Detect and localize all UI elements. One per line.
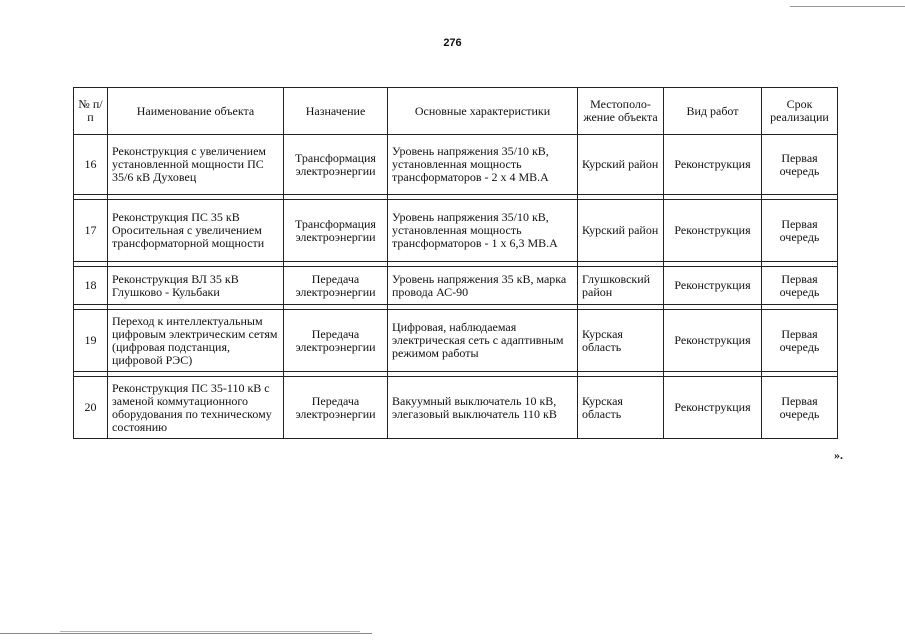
row-purpose: Передача электроэнергии (284, 377, 388, 439)
row-number: 20 (74, 377, 108, 439)
header-work-type: Вид работ (664, 88, 762, 135)
scan-artifact-line-bottom (0, 633, 372, 634)
closing-quote-mark: ». (834, 448, 843, 462)
row-specs: Уровень напряжения 35/10 кВ, установленная мощность трансформаторов - 1 х 6,3 МВ.А (388, 200, 578, 262)
row-name: Реконструкция ПС 35-110 кВ с заменой коммутационного оборудования по техническому состоянию (108, 377, 284, 439)
row-purpose: Передача электроэнергии (284, 267, 388, 305)
header-location: Местополо-жение объекта (578, 88, 664, 135)
header-number: № п/п (74, 88, 108, 135)
row-location: Курская область (578, 310, 664, 372)
row-purpose: Трансформация электроэнергии (284, 135, 388, 195)
row-work-type: Реконструкция (664, 310, 762, 372)
row-purpose: Трансформация электроэнергии (284, 200, 388, 262)
row-name: Реконструкция ВЛ 35 кВ Глушково - Кульбаки (108, 267, 284, 305)
row-purpose: Передача электроэнергии (284, 310, 388, 372)
row-specs: Цифровая, наблюдаемая электрическая сеть с адаптивным режимом работы (388, 310, 578, 372)
row-term: Первая очередь (762, 135, 838, 195)
row-number: 18 (74, 267, 108, 305)
row-location: Курская область (578, 377, 664, 439)
objects-table (73, 87, 838, 439)
header-specs: Основные характеристики (388, 88, 578, 135)
row-term: Первая очередь (762, 200, 838, 262)
header-term: Срок реализации (762, 88, 838, 135)
row-number: 17 (74, 200, 108, 262)
row-work-type: Реконструкция (664, 200, 762, 262)
row-work-type: Реконструкция (664, 377, 762, 439)
row-location: Курский район (578, 200, 664, 262)
table-row (74, 377, 838, 439)
row-specs: Вакуумный выключатель 10 кВ, элегазовый выключатель 110 кВ (388, 377, 578, 439)
row-number: 19 (74, 310, 108, 372)
table-row (74, 200, 838, 262)
header-purpose: Назначение (284, 88, 388, 135)
row-number: 16 (74, 135, 108, 195)
scan-artifact-line-bottom (60, 631, 360, 632)
scan-artifact-line-top (790, 6, 905, 7)
row-location: Глушковский район (578, 267, 664, 305)
header-name: Наименование объекта (108, 88, 284, 135)
row-term: Первая очередь (762, 377, 838, 439)
table-header-row (74, 88, 838, 135)
row-name: Переход к интеллектуальным цифровым электрическим сетям (цифровая подстанция, цифровой РЭС) (108, 310, 284, 372)
row-name: Реконструкция с увеличением установленной мощности ПС 35/6 кВ Духовец (108, 135, 284, 195)
row-work-type: Реконструкция (664, 267, 762, 305)
row-name: Реконструкция ПС 35 кВ Оросительная с увеличением трансформаторной мощности (108, 200, 284, 262)
row-term: Первая очередь (762, 310, 838, 372)
table-row (74, 135, 838, 195)
row-work-type: Реконструкция (664, 135, 762, 195)
row-specs: Уровень напряжения 35 кВ, марка провода АС-90 (388, 267, 578, 305)
page-number: 276 (443, 37, 462, 49)
row-term: Первая очередь (762, 267, 838, 305)
table-row (74, 267, 838, 305)
table-row (74, 310, 838, 372)
row-specs: Уровень напряжения 35/10 кВ, установленная мощность трансформаторов - 2 х 4 МВ.А (388, 135, 578, 195)
row-location: Курский район (578, 135, 664, 195)
